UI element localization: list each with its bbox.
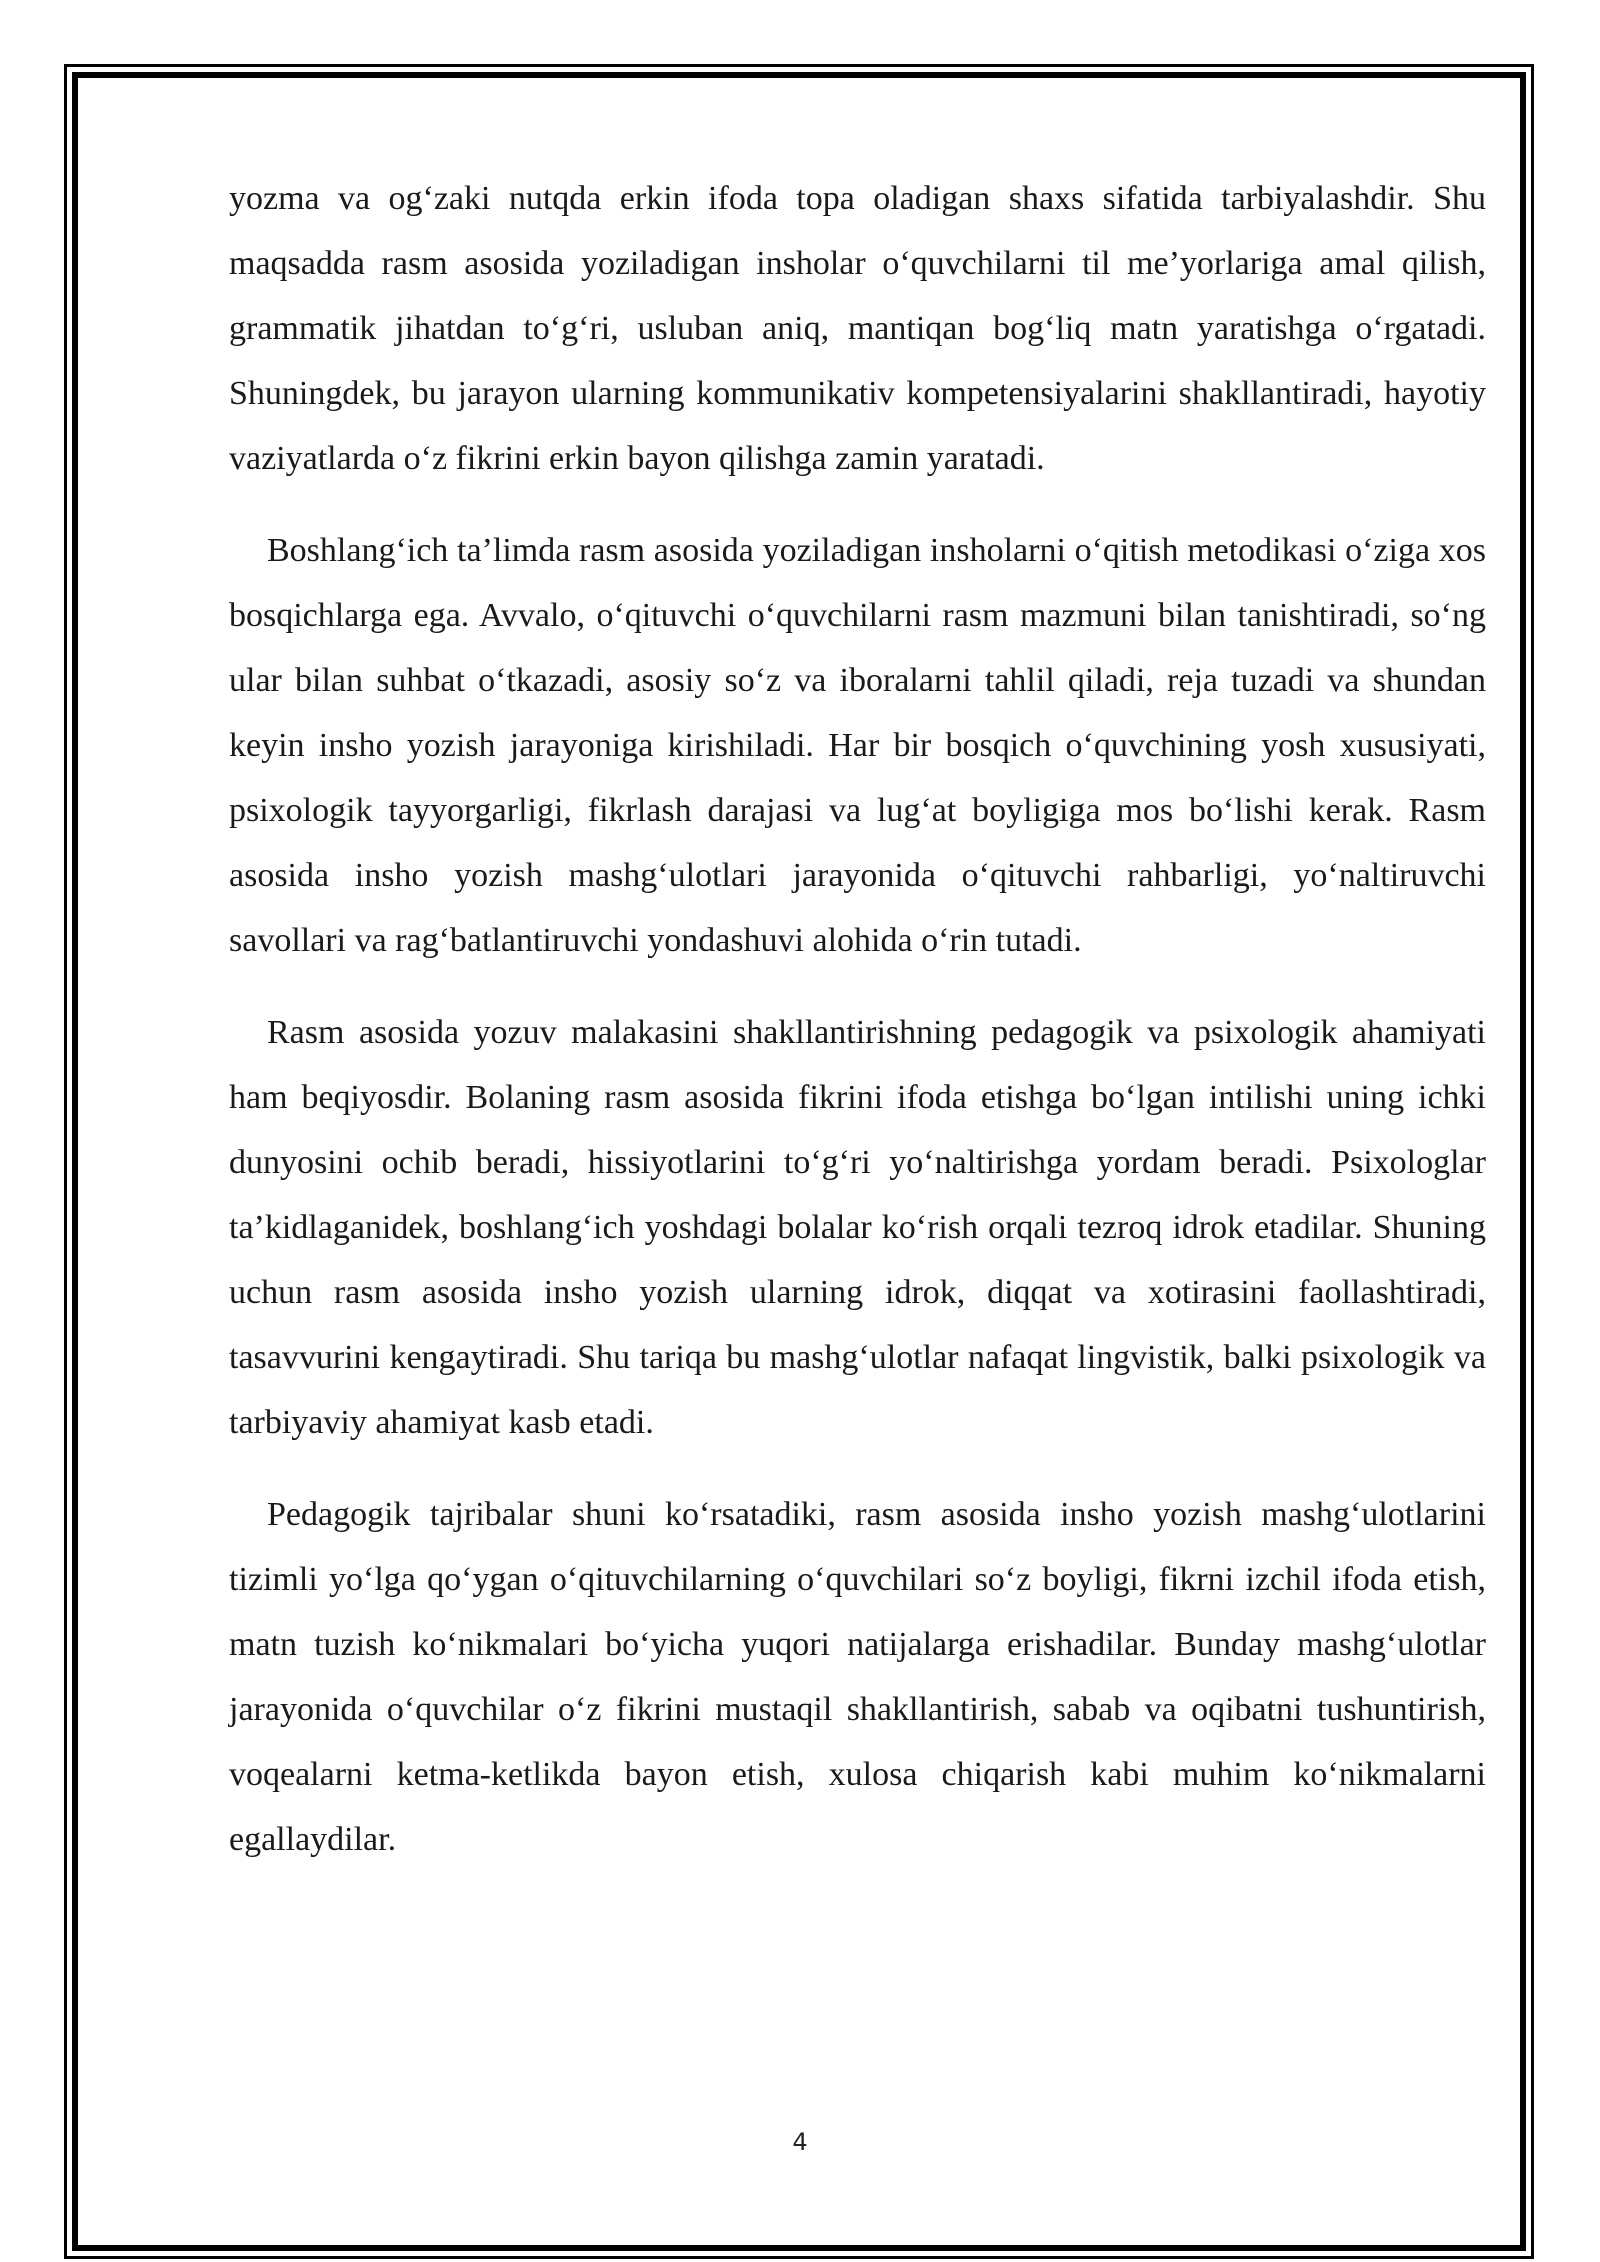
page-number: 4 (792, 2128, 808, 2156)
paragraph-methodology: Boshlang‘ich ta’limda rasm asosida yoziladigan insholarni o‘qitish metodikasi o‘ziga xos bosqichlarga ega. Avvalo, o‘qituvchi o‘quvchilarni rasm mazmuni bilan tanishtiradi, so‘ng ular bilan suhbat o‘tkazadi, asosiy so‘z va iboralarni tahlil qiladi, reja tuzadi va shundan keyin insho yozish jarayoniga kirishiladi. Har bir bosqich o‘quvchining yosh xususiyati, psixologik tayyorgarligi, fikrlash darajasi va lug‘at boyligiga mos bo‘lishi kerak. Rasm asosida insho yozish mashg‘ulotlari jarayonida o‘qituvchi rahbarligi, yo‘naltiruvchi savollari va rag‘batlantiruvchi yondashuvi alohida o‘rin tutadi. (229, 532, 1486, 959)
paragraph-continuation: yozma va og‘zaki nutqda erkin ifoda topa oladigan shaxs sifatida tarbiyalashdir. Shu maqsadda rasm asosida yoziladigan insholar o‘quvchilarni til me’yorlariga amal qilish, grammatik jihatdan to‘g‘ri, usluban aniq, mantiqan bog‘liq matn yaratishga o‘rgatadi. Shuningdek, bu jarayon ularning kommunikativ kompetensiyalarini shakllantiradi, hayotiy vaziyatlarda o‘z fikrini erkin bayon qilishga zamin yaratadi. (229, 180, 1486, 477)
paragraph-psychology: Rasm asosida yozuv malakasini shakllantirishning pedagogik va psixologik ahamiyati ham beqiyosdir. Bolaning rasm asosida fikrini ifoda etishga bo‘lgan intilishi uning ichki dunyosini ochib beradi, hissiyotlarini to‘g‘ri yo‘naltirishga yordam beradi. Psixologlar ta’kidlaganidek, boshlang‘ich yoshdagi bolalar ko‘rish orqali tezroq idrok etadilar. Shuning uchun rasm asosida insho yozish ularning idrok, diqqat va xotirasini faollashtiradi, tasavvurini kengaytiradi. Shu tariqa bu mashg‘ulotlar nafaqat lingvistik, balki psixologik va tarbiyaviy ahamiyat kasb etadi. (229, 1014, 1486, 1441)
document-body (229, 166, 1486, 1899)
paragraph-experience: Pedagogik tajribalar shuni ko‘rsatadiki, rasm asosida insho yozish mashg‘ulotlarini tizimli yo‘lga qo‘ygan o‘qituvchilarning o‘quvchilari so‘z boyligi, fikrni izchil ifoda etish, matn tuzish ko‘nikmalari bo‘yicha yuqori natijalarga erishadilar. Bunday mashg‘ulotlar jarayonida o‘quvchilar o‘z fikrini mustaqil shakllantirish, sabab va oqibatni tushuntirish, voqealarni ketma-ketlikda bayon etish, xulosa chiqarish kabi muhim ko‘nikmalarni egallaydilar. (229, 1496, 1486, 1858)
